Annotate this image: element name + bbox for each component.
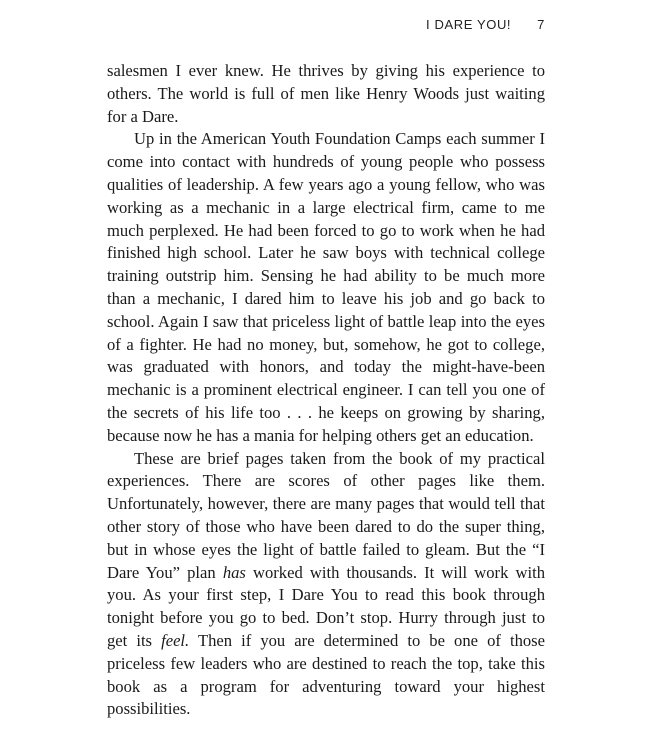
running-title: I DARE YOU! <box>426 17 512 32</box>
paragraph <box>107 448 545 722</box>
emphasis-text: feel. <box>161 630 190 650</box>
emphasis-text: has <box>222 562 246 582</box>
page-number: 7 <box>537 17 545 32</box>
paragraph-text: Up in the American Youth Foundation Camps each summer I come into contact with hundreds of young people who possess qualities of leadership. A few years ago a young fellow, who was working as a mechanic in a large electrical firm, came to me much perplexed. He had been forced to go to work when he had finished high school. Later he saw boys with technical college training outstrip him. Sensing he had ability to be much more than a mechanic, I dared him to leave his job and go back to school. Again I saw that priceless light of battle leap into the eyes of a fighter. He had no money, but, somehow, he got to college, was graduated with honors, and today the might-have-been mechanic is a prominent electrical engineer. I can tell you one of the secrets of his life too . . . he keeps on growing by sharing, because now he has a mania for helping others get an education. <box>107 129 545 445</box>
body-text <box>107 60 545 721</box>
paragraph-text: salesmen I ever knew. He thrives by giving his experience to others. The world is full of men like Henry Woods just waiting for a Dare. <box>107 61 545 126</box>
paragraph-text: These are brief pages taken from the book of my practical experiences. There are scores of other pages like them. Unfortunately, however, there are many pages that would tell that other story of those who have been dared to do the super thing, but in whose eyes the light of battle failed to gleam. But the “I Dare You” plan <box>107 448 545 582</box>
paragraph <box>107 128 545 447</box>
paragraph <box>107 60 545 128</box>
paragraph-text: worked with thousands. It will work with you. As your first step, I Dare You to read this book through tonight before you go to bed. Don’t stop. Hurry through just to get its <box>107 562 545 650</box>
paragraph-text: Then if you are determined to be one of those priceless few leaders who are destined to reach the top, take this book as a program for adventuring toward your highest possibilities. <box>107 630 545 719</box>
running-header <box>426 17 545 32</box>
